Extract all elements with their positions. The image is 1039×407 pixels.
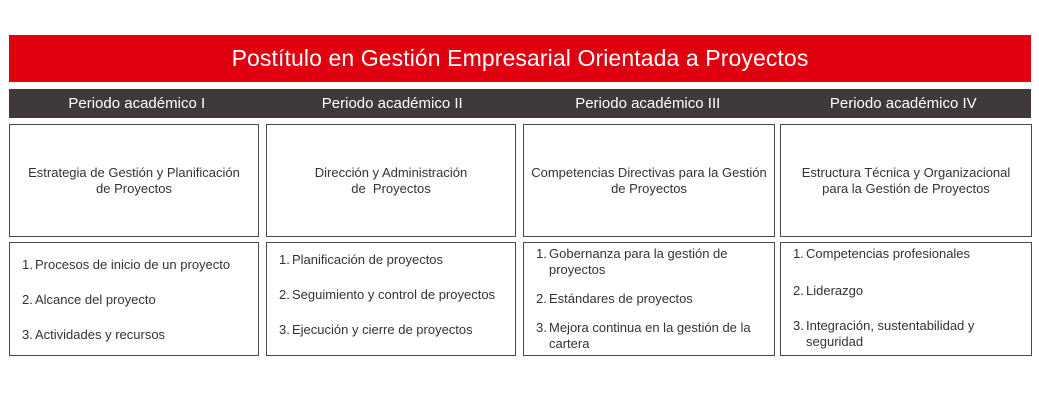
course-title-line: Estrategia de Gestión y Planificación <box>28 164 240 180</box>
item-number: 1. <box>793 246 804 261</box>
item-text: Competencias profesionales <box>806 246 971 261</box>
item-number: 1. <box>536 246 547 261</box>
item-text: Procesos de inicio de un proyecto <box>35 257 231 272</box>
item-number: 1. <box>22 257 33 272</box>
list-item <box>22 327 250 343</box>
item-number: 3. <box>22 327 33 342</box>
item-text: Ejecución y cierre de proyectos <box>292 322 473 337</box>
list-item <box>793 246 1023 262</box>
list-item <box>279 252 507 268</box>
course-title-1 <box>28 165 240 197</box>
item-number: 3. <box>279 322 290 337</box>
item-number: 2. <box>793 283 804 298</box>
item-number: 3. <box>536 320 547 335</box>
course-title-line: Competencias Directivas para la Gestión <box>531 164 767 180</box>
item-number: 3. <box>793 318 804 333</box>
topics-box-1 <box>9 242 259 356</box>
course-title-4 <box>802 165 1011 197</box>
list-item <box>279 287 507 303</box>
course-box-2 <box>266 124 516 237</box>
course-box-4 <box>780 124 1032 237</box>
course-title-line: de Proyectos <box>611 180 687 196</box>
course-title-line: de Proyectos <box>96 180 172 196</box>
item-number: 2. <box>22 292 33 307</box>
item-text: Actividades y recursos <box>35 327 166 342</box>
item-text: Gobernanza para la gestión de <box>549 246 728 261</box>
list-item <box>22 292 250 308</box>
list-item <box>536 291 766 307</box>
course-title-line: Dirección y Administración <box>314 164 468 180</box>
list-item <box>536 320 766 352</box>
topics-box-2 <box>266 242 516 356</box>
course-title-2 <box>315 165 467 197</box>
course-box-1 <box>9 124 259 237</box>
list-item <box>279 322 507 338</box>
period-header-1: Periodo académico I <box>68 95 206 112</box>
item-text: cartera <box>549 336 590 351</box>
item-text: Mejora continua en la gestión de la <box>549 320 751 335</box>
topics-box-4 <box>780 242 1032 356</box>
course-title-line: Estructura Técnica y Organizacional <box>801 164 1011 180</box>
topics-box-3 <box>523 242 775 356</box>
period-header-3: Periodo académico III <box>575 95 721 112</box>
list-item <box>793 318 1023 350</box>
item-text: Alcance del proyecto <box>35 292 156 307</box>
course-title-3 <box>531 165 767 197</box>
period-header-2: Periodo académico II <box>321 95 463 112</box>
period-header-bar <box>9 89 1031 118</box>
item-text: seguridad <box>806 334 864 349</box>
item-text: Integración, sustentabilidad y <box>806 318 975 333</box>
course-title-line: de Proyectos <box>351 180 431 196</box>
item-text: Seguimiento y control de proyectos <box>292 287 496 302</box>
course-box-3 <box>523 124 775 237</box>
period-header-4: Periodo académico IV <box>829 95 977 112</box>
list-item <box>22 257 250 273</box>
item-number: 1. <box>279 252 290 267</box>
course-title-line: para la Gestión de Proyectos <box>822 180 990 196</box>
item-number: 2. <box>279 287 290 302</box>
program-title: Postítulo en Gestión Empresarial Orientada a Proyectos <box>9 35 1031 82</box>
item-text: Liderazgo <box>806 283 864 298</box>
item-text: proyectos <box>549 262 606 277</box>
list-item <box>536 246 766 278</box>
item-text: Estándares de proyectos <box>549 291 693 306</box>
item-text: Planificación de proyectos <box>292 252 444 267</box>
list-item <box>793 283 1023 299</box>
item-number: 2. <box>536 291 547 306</box>
